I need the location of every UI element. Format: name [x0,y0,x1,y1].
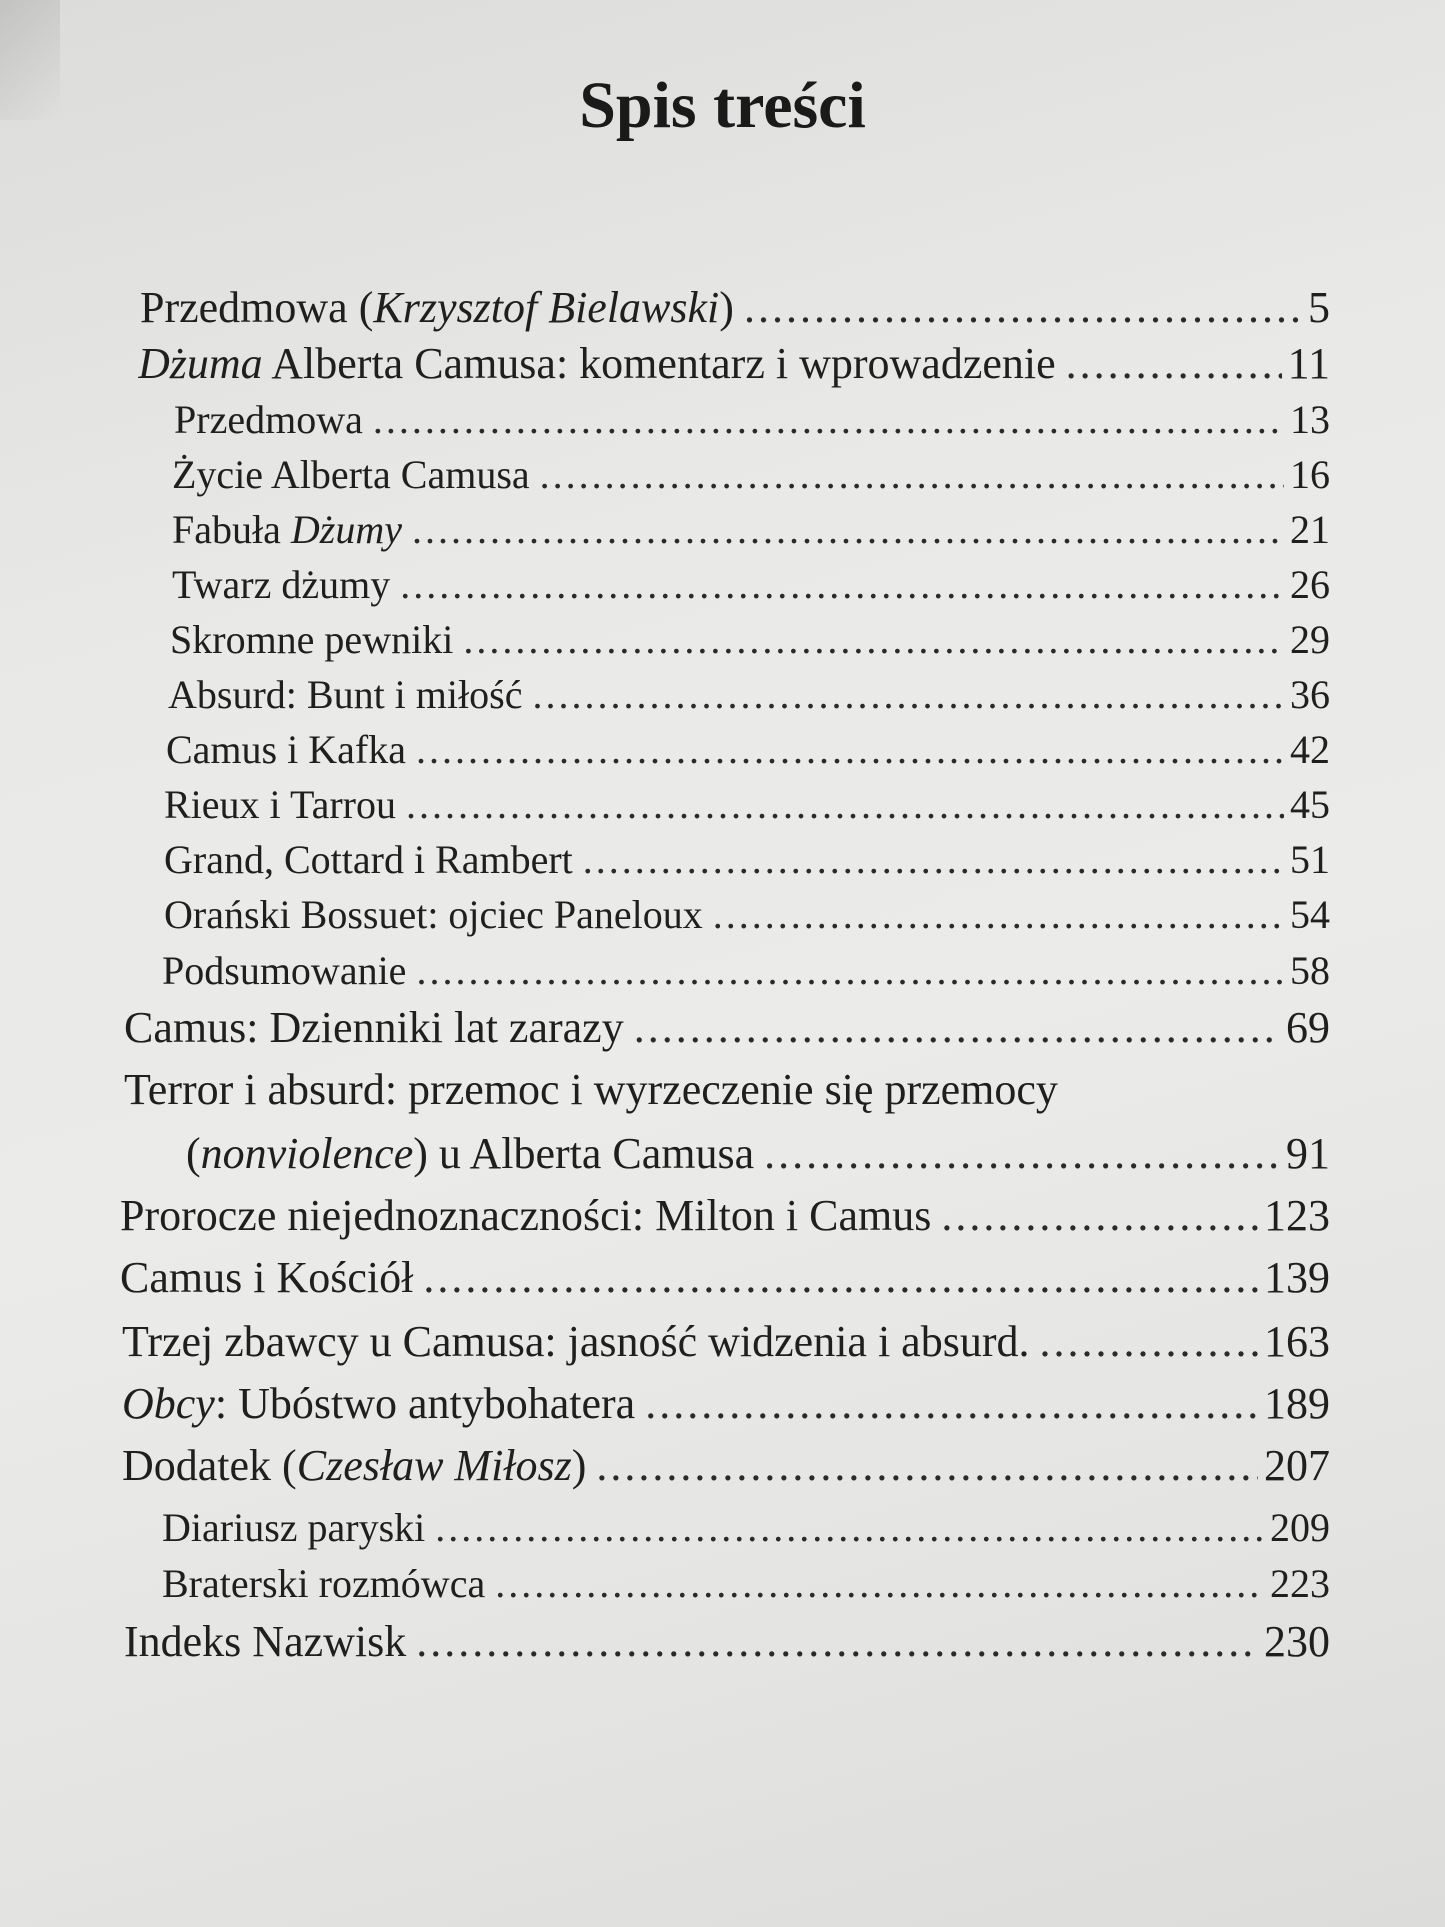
toc-entry-title [168,667,522,723]
toc-entry-title [122,1376,635,1432]
toc-title-part: Camus i Kafka [166,727,406,772]
dot-leader [941,1188,1258,1244]
toc-page-number: 16 [1290,452,1330,497]
toc-title-part: Trzej zbawcy u Camusa: jasność widzenia i absurd. [122,1317,1030,1366]
toc-title-part: Camus: Dzienniki lat zarazy [124,1003,624,1052]
toc-title-italic-part: Dżumy [290,507,402,552]
toc-title-italic-part: Dżuma [138,339,263,388]
toc-entry [172,502,1330,562]
toc-entry [120,1188,1330,1248]
toc-page-number: 189 [1264,1379,1330,1428]
dot-leader [495,1556,1264,1612]
toc-title-part: Fabuła [172,507,291,552]
toc-page-number: 69 [1286,1003,1330,1052]
toc-entry-title [124,1614,406,1670]
toc-title-part: Przedmowa [174,397,363,442]
toc-entry-title [124,1000,624,1056]
toc-page-number: 209 [1270,1505,1330,1550]
toc-entry-title [138,336,1056,392]
toc-entry-title [162,1500,425,1556]
toc-title-part: ) u Alberta Camusa [413,1129,755,1178]
toc-entry [170,612,1330,672]
toc-entry [164,832,1330,892]
toc-title-part: Skromne pewniki [170,617,454,662]
toc-page-number: 91 [1286,1129,1330,1178]
toc-title-part: Grand, Cottard i Rambert [164,837,573,882]
toc-entry-title [140,280,734,336]
toc-page-number: 21 [1290,507,1330,552]
toc-page-number: 123 [1264,1191,1330,1240]
toc-entry-title [122,1314,1029,1370]
toc-title-italic-part: Obcy [122,1379,215,1428]
toc-page-number: 5 [1308,283,1330,332]
toc-entry [124,1000,1330,1060]
toc-title-part: Życie Alberta Camusa [172,452,530,497]
toc-title-italic-part: Krzysztof Bielawski [373,283,720,332]
toc-page-number: 54 [1290,892,1330,937]
toc-page-number: 51 [1290,837,1330,882]
toc-title-part: Rieux i Tarrou [164,782,396,827]
dot-leader [583,832,1284,888]
toc-title-part: Terror i absurd: przemoc i wyrzeczenie się przemocy [124,1065,1058,1114]
toc-entry-title [172,557,390,613]
toc-title-part: Absurd: Bunt i miłość [168,672,523,717]
toc-page-number: 58 [1290,948,1330,993]
toc-entry [122,1438,1330,1498]
toc-entry-title [120,1188,931,1244]
toc-entry [168,667,1330,727]
toc-entry-title [120,1250,413,1306]
page-title: Spis treści [579,69,866,142]
dot-leader [1066,336,1282,392]
toc-entry-title [162,1556,485,1612]
toc-entry [122,1376,1330,1436]
dot-leader [423,1250,1258,1306]
dot-leader [400,557,1284,613]
toc-entry [138,336,1330,396]
toc-title-part: Podsumowanie [162,948,407,993]
toc-entry-title [172,447,530,503]
toc-title-part: Camus i Kościół [120,1253,414,1302]
toc-entry [124,1062,1330,1122]
toc-page-number: 223 [1270,1561,1330,1606]
toc-entry-title [164,887,703,943]
toc-entry [172,447,1330,507]
toc-title-italic-part: Czesław Miłosz [296,1441,572,1490]
toc-entry-title [164,777,396,833]
toc-entry-title [174,392,363,448]
toc-entry [122,1314,1330,1374]
toc-page-number: 26 [1290,562,1330,607]
dot-leader [540,447,1284,503]
toc-page-number: 163 [1264,1317,1330,1366]
toc-page-number: 207 [1264,1441,1330,1490]
toc-page-number: 230 [1264,1617,1330,1666]
toc-title-part: ( [186,1129,201,1178]
dot-leader [713,887,1284,943]
toc-title-part: : Ubóstwo antybohatera [214,1379,636,1428]
toc-title-part: Diariusz paryski [162,1505,426,1550]
toc-page-number: 29 [1290,617,1330,662]
toc-entry-title [124,1062,1058,1118]
dot-leader [764,1126,1280,1182]
toc-page-number: 11 [1287,339,1330,388]
toc-entry-title [186,1126,754,1182]
dot-leader [435,1500,1264,1556]
dot-leader [406,777,1284,833]
dot-leader [1039,1314,1258,1370]
toc-page-number: 45 [1290,782,1330,827]
toc-entry [140,280,1330,340]
toc-entry-title [122,1438,586,1494]
toc-title-part: ) [719,283,734,332]
toc-title-part: Twarz dżumy [172,562,391,607]
dot-leader [373,392,1284,448]
toc-entry-title [164,832,573,888]
dot-leader [412,502,1284,558]
dot-leader [532,667,1284,723]
toc-entry [166,722,1330,782]
toc-entry-title [172,502,402,558]
toc-title-part: Indeks Nazwisk [124,1617,407,1666]
toc-page-number: 13 [1290,397,1330,442]
toc-entry [186,1126,1330,1186]
toc-entry [164,887,1330,947]
toc-page-number: 139 [1264,1253,1330,1302]
toc-title-italic-part: nonviolence [200,1129,414,1178]
dot-leader [744,280,1302,336]
toc-entry [172,557,1330,617]
toc-entry-title [162,943,406,999]
toc-page-number: 36 [1290,672,1330,717]
dot-leader [463,612,1284,668]
toc-entry [162,1500,1330,1560]
toc-entry [120,1250,1330,1310]
dot-leader [645,1376,1258,1432]
toc-title-part: Orański Bossuet: ojciec Paneloux [164,892,703,937]
dot-leader [596,1438,1258,1494]
toc-title-part: Dodatek ( [122,1441,297,1490]
toc-entry [124,1614,1330,1674]
toc-entry [162,1556,1330,1616]
dot-leader [634,1000,1280,1056]
toc-entry-title [166,722,406,778]
toc-entry-title [170,612,453,668]
toc-title-part: Prorocze niejednoznaczności: Milton i Camus [120,1191,932,1240]
toc-page-number: 42 [1290,727,1330,772]
toc-entry [162,943,1330,1003]
dot-leader [416,943,1284,999]
toc-entry [164,777,1330,837]
toc-title-part: ) [571,1441,587,1490]
dot-leader [416,1614,1258,1670]
dot-leader [416,722,1284,778]
toc-title-part: Braterski rozmówca [162,1561,486,1606]
toc-entry [174,392,1330,452]
toc-title-part: Alberta Camusa: komentarz i wprowadzenie [262,339,1056,388]
toc-title-part: Przedmowa ( [140,283,374,332]
